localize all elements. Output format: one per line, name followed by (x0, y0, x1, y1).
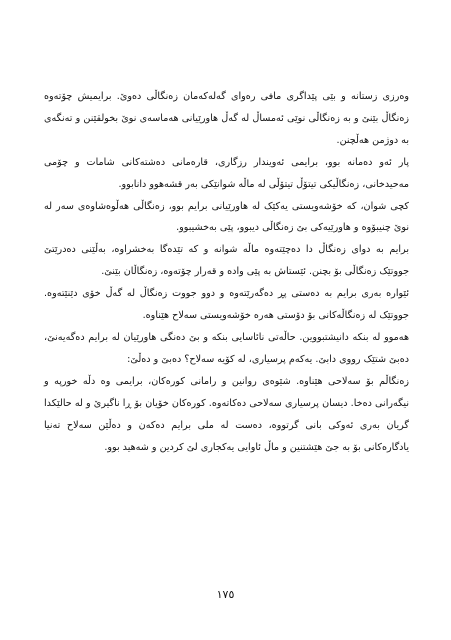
paragraph-3: کچی شوان، کە خۆشەویستی یەکێک لە هاورێیانی برایم بوو، زەنگاڵی هەڵوەشاوەی سەر لە نوێ چنیبۆوە و هاورێیەکی بێ زەنگاڵی دیبوو، پێی بەخشیبوو. (44, 200, 409, 234)
paragraph-1: وەرزی زستانە و بێی پێداگری مافی رەوای گەلەکەمان زەنگاڵی دەوێ. برایمیش چۆتەوە زەنگاڵ بێنێ و بە زەنگاڵی نوێی ئەمساڵ لە گەڵ هاورێیانی هەماسەی نوێ بخولقێنن و تەنگەی بە دوژمن هەڵچنن. (44, 91, 409, 146)
page-number: ١٧٥ (216, 588, 235, 601)
paragraph-5: ئێوارە بەری برایم بە دەستی پڕ دەگەرێتەوە و دوو جووت زەنگاڵ لە گەڵ خۆی دێنێتەوە. جووتێک لە زەنگاڵەکانی بۆ دۆستی هەرە خۆشەویستی سەلاح هێناوە. (44, 288, 409, 322)
body-text (44, 86, 409, 458)
paragraph-2: پار ئەو دەمانە بوو، برایمی ئەویندار رزگاری، قارەمانی دەشتەکانی شامات و چۆمی مەحیدخانی، زەنگاڵیکی تیتۆڵ تیتۆڵی لە ماڵە شوانێکی بەر قشەهوو دانابوو. (44, 156, 409, 190)
paragraph-6: هەموو لە بنکە دانیشتبووین. حاڵەتی نائاسایی بنکە و بێ دەنگی هاورێیان لە برایم دەگەیەنێ، دەبێ شتێک رووی دابێ. یەکەم پرسیاری، لە کۆیە سەلاح؟ دەبێ و دەڵێ: (44, 331, 409, 365)
paragraph-7: زەنگاڵم بۆ سەلاحی هێناوە. شێوەی روانین و رامانی کورەکان، برایمی وە دڵە خورپە و نیگەرانی دەخا. دیسان پرسیاری سەلاحی دەکاتەوە. کورەکان خۆیان بۆ ڕا ناگیرێ و لە حالێکدا گریان بەری ئەوکی بانی گرتووە، دەست لە ملی برایم دەکەن و دەڵێن سەلاح تەنیا یادگارەکانی بۆ بە جێ هێشتنین و ماڵ ئاوایی یەکجاری لێ کردین و شەهید بوو. (44, 375, 409, 453)
paragraph-4: برایم بە دوای زەنگاڵ دا دەچێتەوە ماڵە شوانە و کە تێدەگا بەخشراوە، بەڵێنی دەدرێتێ جووتێک زەنگاڵی بۆ بچنن. ئێستاش بە پێی وادە و قەرار چۆتەوە، زەنگاڵان بێنێ. (44, 244, 409, 278)
